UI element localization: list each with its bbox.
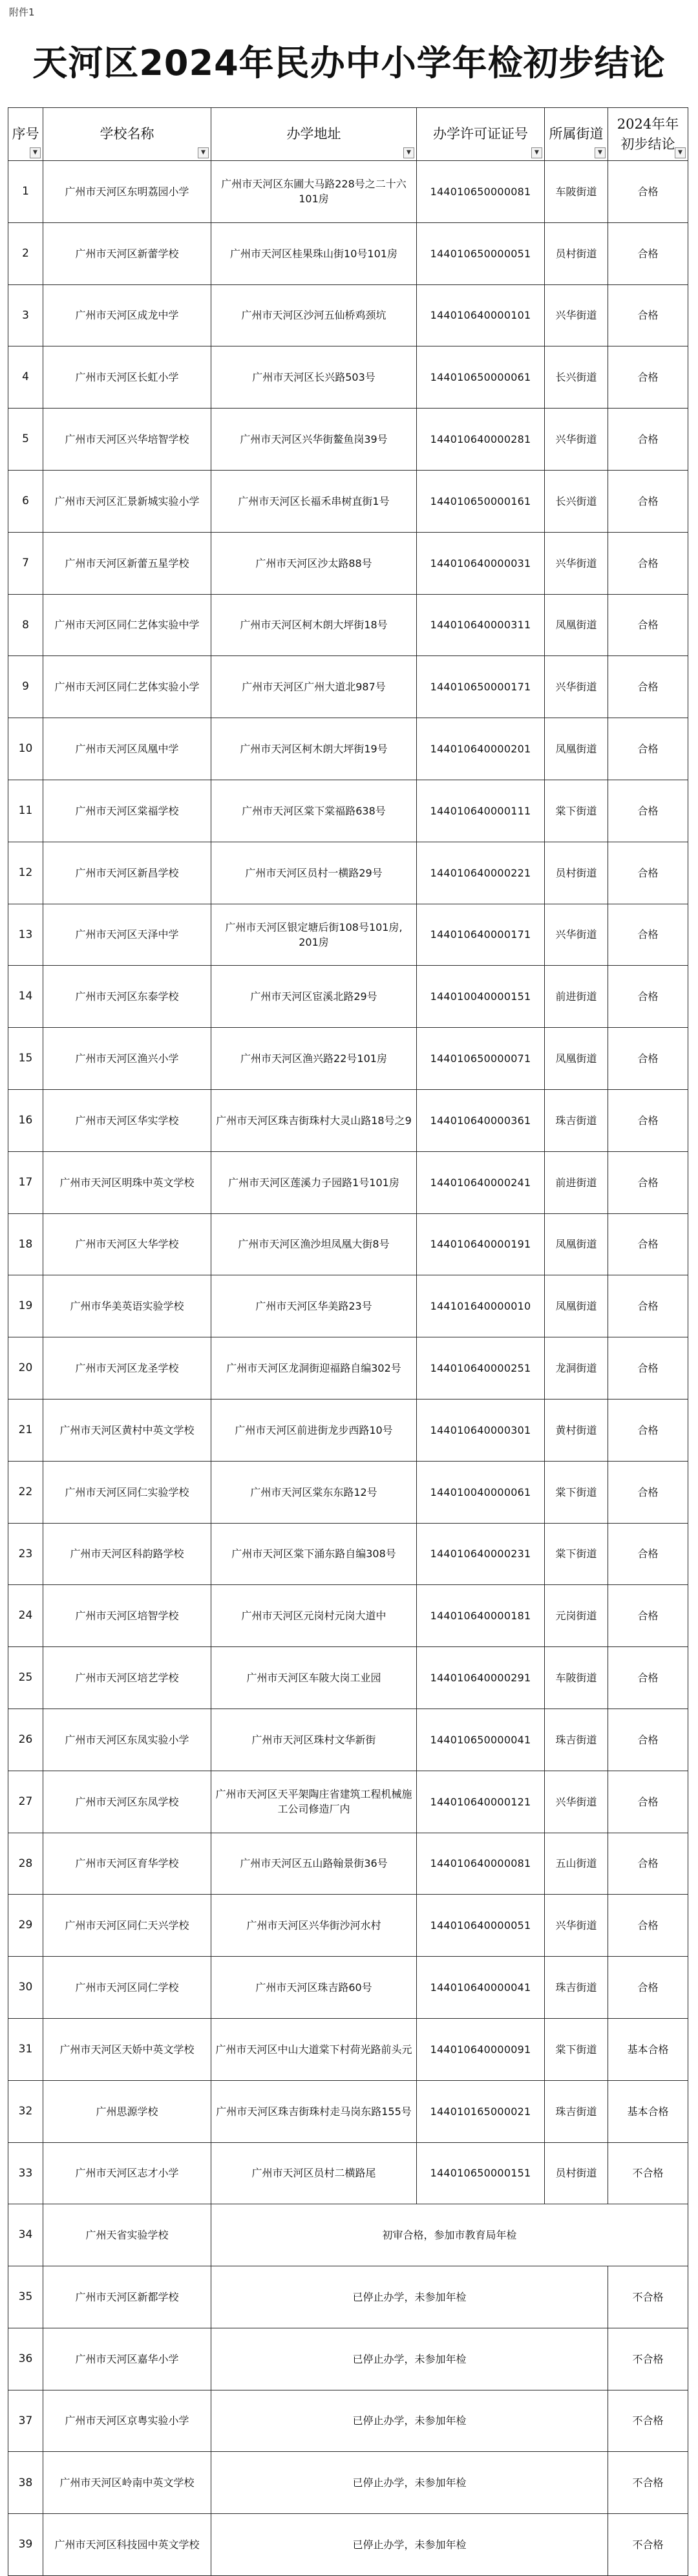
school-address: 广州市天河区兴华街鳌鱼岗39号 bbox=[211, 409, 417, 471]
header-name-label: 学校名称 bbox=[100, 126, 154, 142]
school-address: 广州市天河区中山大道棠下村荷光路前头元 bbox=[211, 2018, 417, 2080]
header-result[interactable] bbox=[608, 108, 688, 161]
row-index: 30 bbox=[8, 1957, 43, 2019]
school-name: 广州市天河区华实学校 bbox=[43, 1089, 211, 1151]
street: 兴华街道 bbox=[545, 1771, 608, 1833]
header-row bbox=[8, 108, 688, 161]
school-name: 广州市天河区凤凰中学 bbox=[43, 718, 211, 780]
table-row bbox=[8, 346, 688, 409]
school-address: 广州市天河区沙太路88号 bbox=[211, 532, 417, 594]
preliminary-result: 不合格 bbox=[608, 2514, 688, 2576]
preliminary-result: 合格 bbox=[608, 1089, 688, 1151]
street: 员村街道 bbox=[545, 222, 608, 284]
row-note: 初审合格，参加市教育局年检 bbox=[211, 2204, 688, 2266]
preliminary-result: 合格 bbox=[608, 1213, 688, 1275]
license-number: 144010640000081 bbox=[417, 1833, 545, 1895]
preliminary-result: 合格 bbox=[608, 1833, 688, 1895]
row-index: 25 bbox=[8, 1647, 43, 1709]
table-row bbox=[8, 2204, 688, 2266]
school-name: 广州市天河区天泽中学 bbox=[43, 904, 211, 966]
street: 棠下街道 bbox=[545, 1523, 608, 1585]
street: 黄村街道 bbox=[545, 1399, 608, 1461]
license-number: 144010650000061 bbox=[417, 346, 545, 409]
row-index: 31 bbox=[8, 2018, 43, 2080]
school-name: 广州市天河区新都学校 bbox=[43, 2266, 211, 2328]
street: 凤凰街道 bbox=[545, 1213, 608, 1275]
school-address: 广州市天河区广州大道北987号 bbox=[211, 656, 417, 718]
header-license[interactable] bbox=[417, 108, 545, 161]
preliminary-result: 合格 bbox=[608, 904, 688, 966]
header-index-label: 序号 bbox=[12, 126, 39, 142]
table-row bbox=[8, 2514, 688, 2576]
street: 凤凰街道 bbox=[545, 1028, 608, 1090]
license-number: 144010040000151 bbox=[417, 966, 545, 1028]
table-row bbox=[8, 842, 688, 904]
table-row bbox=[8, 284, 688, 346]
street: 珠吉街道 bbox=[545, 1708, 608, 1771]
table-row bbox=[8, 1523, 688, 1585]
preliminary-result: 不合格 bbox=[608, 2328, 688, 2390]
school-name: 广州市天河区科技园中英文学校 bbox=[43, 2514, 211, 2576]
license-number: 144010640000241 bbox=[417, 1151, 545, 1213]
table-row bbox=[8, 1833, 688, 1895]
preliminary-result: 合格 bbox=[608, 1708, 688, 1771]
school-name: 广州市天河区棠福学校 bbox=[43, 780, 211, 842]
preliminary-result: 合格 bbox=[608, 842, 688, 904]
header-street[interactable] bbox=[545, 108, 608, 161]
school-address: 广州市天河区棠东东路12号 bbox=[211, 1461, 417, 1523]
street: 前进街道 bbox=[545, 1151, 608, 1213]
table-row bbox=[8, 470, 688, 532]
row-index: 13 bbox=[8, 904, 43, 966]
table-body bbox=[8, 161, 688, 2576]
table-row bbox=[8, 409, 688, 471]
row-index: 17 bbox=[8, 1151, 43, 1213]
school-name: 广州市天河区岭南中英文学校 bbox=[43, 2452, 211, 2514]
license-number: 144010640000121 bbox=[417, 1771, 545, 1833]
license-number: 144010650000161 bbox=[417, 470, 545, 532]
table-row bbox=[8, 1461, 688, 1523]
filter-dropdown-icon[interactable]: ▼ bbox=[403, 147, 414, 158]
street: 车陂街道 bbox=[545, 1647, 608, 1709]
school-name: 广州市天河区同仁学校 bbox=[43, 1957, 211, 2019]
table-row bbox=[8, 718, 688, 780]
school-name: 广州市天河区大华学校 bbox=[43, 1213, 211, 1275]
license-number: 144010165000021 bbox=[417, 2080, 545, 2142]
filter-dropdown-icon[interactable]: ▼ bbox=[30, 147, 41, 158]
row-note: 已停止办学，未参加年检 bbox=[211, 2328, 608, 2390]
preliminary-result: 合格 bbox=[608, 284, 688, 346]
preliminary-result: 合格 bbox=[608, 532, 688, 594]
school-name: 广州市天河区天娇中英文学校 bbox=[43, 2018, 211, 2080]
filter-dropdown-icon[interactable]: ▼ bbox=[595, 147, 606, 158]
row-index: 22 bbox=[8, 1461, 43, 1523]
row-index: 35 bbox=[8, 2266, 43, 2328]
license-number: 144010640000051 bbox=[417, 1895, 545, 1957]
school-address: 广州市天河区员村二横路尾 bbox=[211, 2142, 417, 2204]
street: 棠下街道 bbox=[545, 2018, 608, 2080]
table-row bbox=[8, 1151, 688, 1213]
row-index: 18 bbox=[8, 1213, 43, 1275]
row-index: 26 bbox=[8, 1708, 43, 1771]
table-row bbox=[8, 532, 688, 594]
preliminary-result: 合格 bbox=[608, 718, 688, 780]
preliminary-result: 不合格 bbox=[608, 2390, 688, 2452]
table-row bbox=[8, 2452, 688, 2514]
preliminary-result: 合格 bbox=[608, 1957, 688, 2019]
row-index: 37 bbox=[8, 2390, 43, 2452]
row-index: 24 bbox=[8, 1585, 43, 1647]
school-address: 广州市天河区华美路23号 bbox=[211, 1275, 417, 1337]
school-name: 广州市天河区东凤学校 bbox=[43, 1771, 211, 1833]
license-number: 144010640000291 bbox=[417, 1647, 545, 1709]
row-index: 36 bbox=[8, 2328, 43, 2390]
street: 员村街道 bbox=[545, 842, 608, 904]
license-number: 144010640000231 bbox=[417, 1523, 545, 1585]
table-row bbox=[8, 2142, 688, 2204]
table-row bbox=[8, 161, 688, 223]
preliminary-result: 基本合格 bbox=[608, 2018, 688, 2080]
license-number: 144010640000041 bbox=[417, 1957, 545, 2019]
row-index: 9 bbox=[8, 656, 43, 718]
street: 龙洞街道 bbox=[545, 1337, 608, 1400]
row-index: 19 bbox=[8, 1275, 43, 1337]
school-name: 广州天省实验学校 bbox=[43, 2204, 211, 2266]
street: 珠吉街道 bbox=[545, 2080, 608, 2142]
school-address: 广州市天河区龙洞街迎福路自编302号 bbox=[211, 1337, 417, 1400]
street: 兴华街道 bbox=[545, 409, 608, 471]
license-number: 144010640000101 bbox=[417, 284, 545, 346]
table-row bbox=[8, 2266, 688, 2328]
row-index: 20 bbox=[8, 1337, 43, 1400]
school-name: 广州市天河区同仁实验学校 bbox=[43, 1461, 211, 1523]
row-index: 6 bbox=[8, 470, 43, 532]
filter-dropdown-icon[interactable]: ▼ bbox=[675, 147, 686, 158]
school-address: 广州市天河区珠吉街珠村大灵山路18号之9 bbox=[211, 1089, 417, 1151]
preliminary-result: 合格 bbox=[608, 161, 688, 223]
preliminary-result: 不合格 bbox=[608, 2266, 688, 2328]
school-address: 广州市天河区长福禾串树直街1号 bbox=[211, 470, 417, 532]
street: 长兴街道 bbox=[545, 346, 608, 409]
table-row bbox=[8, 904, 688, 966]
school-address: 广州市天河区东圃大马路228号之二十六101房 bbox=[211, 161, 417, 223]
license-number: 144010640000311 bbox=[417, 594, 545, 656]
street: 兴华街道 bbox=[545, 284, 608, 346]
license-number: 144010640000301 bbox=[417, 1399, 545, 1461]
school-address: 广州市天河区银定塘后街108号101房, 201房 bbox=[211, 904, 417, 966]
school-name: 广州市天河区同仁艺体实验小学 bbox=[43, 656, 211, 718]
school-address: 广州市天河区渔兴路22号101房 bbox=[211, 1028, 417, 1090]
license-number: 144010640000281 bbox=[417, 409, 545, 471]
school-address: 广州市天河区桂果珠山街10号101房 bbox=[211, 222, 417, 284]
row-index: 38 bbox=[8, 2452, 43, 2514]
preliminary-result: 不合格 bbox=[608, 2142, 688, 2204]
row-index: 7 bbox=[8, 532, 43, 594]
license-number: 144010640000201 bbox=[417, 718, 545, 780]
table-row bbox=[8, 1399, 688, 1461]
license-number: 144010650000151 bbox=[417, 2142, 545, 2204]
row-index: 32 bbox=[8, 2080, 43, 2142]
row-index: 27 bbox=[8, 1771, 43, 1833]
school-address: 广州市天河区宦溪北路29号 bbox=[211, 966, 417, 1028]
street: 前进街道 bbox=[545, 966, 608, 1028]
license-number: 144010040000061 bbox=[417, 1461, 545, 1523]
street: 凤凰街道 bbox=[545, 1275, 608, 1337]
table-row bbox=[8, 222, 688, 284]
preliminary-result: 合格 bbox=[608, 470, 688, 532]
school-address: 广州市天河区天平架陶庄省建筑工程机械施工公司修造厂内 bbox=[211, 1771, 417, 1833]
school-name: 广州市天河区东凤实验小学 bbox=[43, 1708, 211, 1771]
street: 元岗街道 bbox=[545, 1585, 608, 1647]
row-index: 10 bbox=[8, 718, 43, 780]
street: 长兴街道 bbox=[545, 470, 608, 532]
license-number: 144010650000081 bbox=[417, 161, 545, 223]
license-number: 144010640000171 bbox=[417, 904, 545, 966]
license-number: 144010640000191 bbox=[417, 1213, 545, 1275]
header-address[interactable] bbox=[211, 108, 417, 161]
header-index[interactable] bbox=[8, 108, 43, 161]
school-address: 广州市天河区渔沙坦凤凰大街8号 bbox=[211, 1213, 417, 1275]
table-row bbox=[8, 2328, 688, 2390]
row-index: 29 bbox=[8, 1895, 43, 1957]
header-name[interactable] bbox=[43, 108, 211, 161]
preliminary-result: 合格 bbox=[608, 1771, 688, 1833]
license-number: 144010650000041 bbox=[417, 1708, 545, 1771]
street: 兴华街道 bbox=[545, 532, 608, 594]
license-number: 144010640000221 bbox=[417, 842, 545, 904]
row-index: 14 bbox=[8, 966, 43, 1028]
row-index: 1 bbox=[8, 161, 43, 223]
preliminary-result: 合格 bbox=[608, 1275, 688, 1337]
license-number: 144010640000251 bbox=[417, 1337, 545, 1400]
school-name: 广州市天河区成龙中学 bbox=[43, 284, 211, 346]
table-row bbox=[8, 1089, 688, 1151]
results-table bbox=[8, 107, 688, 2576]
row-index: 33 bbox=[8, 2142, 43, 2204]
row-index: 15 bbox=[8, 1028, 43, 1090]
street: 棠下街道 bbox=[545, 780, 608, 842]
table-row bbox=[8, 1337, 688, 1400]
license-number: 144010650000051 bbox=[417, 222, 545, 284]
school-name: 广州市华美英语实验学校 bbox=[43, 1275, 211, 1337]
row-index: 4 bbox=[8, 346, 43, 409]
school-address: 广州市天河区珠吉街珠村走马岗东路155号 bbox=[211, 2080, 417, 2142]
row-note: 已停止办学，未参加年检 bbox=[211, 2266, 608, 2328]
preliminary-result: 合格 bbox=[608, 1461, 688, 1523]
table-row bbox=[8, 1213, 688, 1275]
row-index: 8 bbox=[8, 594, 43, 656]
row-note: 已停止办学，未参加年检 bbox=[211, 2514, 608, 2576]
school-name: 广州市天河区长虹小学 bbox=[43, 346, 211, 409]
header-address-label: 办学地址 bbox=[286, 126, 341, 142]
school-name: 广州市天河区渔兴小学 bbox=[43, 1028, 211, 1090]
school-name: 广州市天河区东明荔园小学 bbox=[43, 161, 211, 223]
row-index: 21 bbox=[8, 1399, 43, 1461]
street: 凤凰街道 bbox=[545, 718, 608, 780]
table-row bbox=[8, 1957, 688, 2019]
row-note: 已停止办学，未参加年检 bbox=[211, 2390, 608, 2452]
street: 珠吉街道 bbox=[545, 1957, 608, 2019]
license-number: 144010650000171 bbox=[417, 656, 545, 718]
table-row bbox=[8, 594, 688, 656]
school-name: 广州市天河区明珠中英文学校 bbox=[43, 1151, 211, 1213]
table-row bbox=[8, 1895, 688, 1957]
school-name: 广州市天河区京粤实验小学 bbox=[43, 2390, 211, 2452]
attachment-label: 附件1 bbox=[9, 6, 35, 18]
license-number: 144010640000111 bbox=[417, 780, 545, 842]
school-name: 广州市天河区培艺学校 bbox=[43, 1647, 211, 1709]
row-index: 23 bbox=[8, 1523, 43, 1585]
filter-dropdown-icon[interactable]: ▼ bbox=[531, 147, 542, 158]
school-name: 广州市天河区同仁艺体实验中学 bbox=[43, 594, 211, 656]
school-name: 广州市天河区同仁天兴学校 bbox=[43, 1895, 211, 1957]
school-address: 广州市天河区棠下涌东路自编308号 bbox=[211, 1523, 417, 1585]
school-address: 广州市天河区沙河五仙桥鸡颈坑 bbox=[211, 284, 417, 346]
row-index: 39 bbox=[8, 2514, 43, 2576]
preliminary-result: 合格 bbox=[608, 1895, 688, 1957]
license-number: 144010640000361 bbox=[417, 1089, 545, 1151]
table-row bbox=[8, 1585, 688, 1647]
street: 棠下街道 bbox=[545, 1461, 608, 1523]
page-title: 天河区2024年民办中小学年检初步结论 bbox=[32, 43, 666, 83]
preliminary-result: 合格 bbox=[608, 1399, 688, 1461]
school-name: 广州市天河区汇景新城实验小学 bbox=[43, 470, 211, 532]
school-address: 广州市天河区前进街龙步西路10号 bbox=[211, 1399, 417, 1461]
school-name: 广州思源学校 bbox=[43, 2080, 211, 2142]
school-address: 广州市天河区珠村文华新街 bbox=[211, 1708, 417, 1771]
preliminary-result: 合格 bbox=[608, 1151, 688, 1213]
school-name: 广州市天河区东泰学校 bbox=[43, 966, 211, 1028]
license-number: 144010640000091 bbox=[417, 2018, 545, 2080]
table-row bbox=[8, 1708, 688, 1771]
table-row bbox=[8, 656, 688, 718]
school-address: 广州市天河区棠下棠福路638号 bbox=[211, 780, 417, 842]
license-number: 144010640000181 bbox=[417, 1585, 545, 1647]
preliminary-result: 合格 bbox=[608, 1585, 688, 1647]
preliminary-result: 合格 bbox=[608, 1028, 688, 1090]
preliminary-result: 合格 bbox=[608, 346, 688, 409]
street: 车陂街道 bbox=[545, 161, 608, 223]
school-address: 广州市天河区莲溪力子园路1号101房 bbox=[211, 1151, 417, 1213]
school-address: 广州市天河区长兴路503号 bbox=[211, 346, 417, 409]
school-address: 广州市天河区员村一横路29号 bbox=[211, 842, 417, 904]
row-note: 已停止办学，未参加年检 bbox=[211, 2452, 608, 2514]
preliminary-result: 合格 bbox=[608, 966, 688, 1028]
school-address: 广州市天河区五山路翰景街36号 bbox=[211, 1833, 417, 1895]
school-name: 广州市天河区黄村中英文学校 bbox=[43, 1399, 211, 1461]
school-name: 广州市天河区兴华培智学校 bbox=[43, 409, 211, 471]
table-row bbox=[8, 2080, 688, 2142]
row-index: 11 bbox=[8, 780, 43, 842]
preliminary-result: 合格 bbox=[608, 1337, 688, 1400]
filter-dropdown-icon[interactable]: ▼ bbox=[198, 147, 209, 158]
header-result-label: 2024年年初步结论 bbox=[617, 116, 679, 152]
preliminary-result: 合格 bbox=[608, 656, 688, 718]
school-name: 广州市天河区新昌学校 bbox=[43, 842, 211, 904]
school-address: 广州市天河区柯木朗大坪街18号 bbox=[211, 594, 417, 656]
school-address: 广州市天河区柯木朗大坪街19号 bbox=[211, 718, 417, 780]
table-row bbox=[8, 1028, 688, 1090]
row-index: 5 bbox=[8, 409, 43, 471]
row-index: 12 bbox=[8, 842, 43, 904]
license-number: 144010640000031 bbox=[417, 532, 545, 594]
school-address: 广州市天河区珠吉路60号 bbox=[211, 1957, 417, 2019]
street: 员村街道 bbox=[545, 2142, 608, 2204]
header-street-label: 所属街道 bbox=[549, 126, 604, 142]
school-address: 广州市天河区车陂大岗工业园 bbox=[211, 1647, 417, 1709]
preliminary-result: 合格 bbox=[608, 1523, 688, 1585]
table-row bbox=[8, 1771, 688, 1833]
street: 兴华街道 bbox=[545, 1895, 608, 1957]
row-index: 16 bbox=[8, 1089, 43, 1151]
row-index: 34 bbox=[8, 2204, 43, 2266]
school-name: 广州市天河区科韵路学校 bbox=[43, 1523, 211, 1585]
row-index: 28 bbox=[8, 1833, 43, 1895]
school-name: 广州市天河区志才小学 bbox=[43, 2142, 211, 2204]
table-row bbox=[8, 966, 688, 1028]
preliminary-result: 合格 bbox=[608, 594, 688, 656]
street: 五山街道 bbox=[545, 1833, 608, 1895]
table-row bbox=[8, 1275, 688, 1337]
preliminary-result: 合格 bbox=[608, 780, 688, 842]
license-number: 144101640000010 bbox=[417, 1275, 545, 1337]
table-row bbox=[8, 2018, 688, 2080]
school-name: 广州市天河区龙圣学校 bbox=[43, 1337, 211, 1400]
preliminary-result: 基本合格 bbox=[608, 2080, 688, 2142]
row-index: 2 bbox=[8, 222, 43, 284]
school-address: 广州市天河区元岗村元岗大道中 bbox=[211, 1585, 417, 1647]
table-row bbox=[8, 780, 688, 842]
school-name: 广州市天河区育华学校 bbox=[43, 1833, 211, 1895]
school-name: 广州市天河区新蕾学校 bbox=[43, 222, 211, 284]
row-index: 3 bbox=[8, 284, 43, 346]
school-address: 广州市天河区兴华街沙河水村 bbox=[211, 1895, 417, 1957]
street: 兴华街道 bbox=[545, 656, 608, 718]
school-name: 广州市天河区培智学校 bbox=[43, 1585, 211, 1647]
street: 兴华街道 bbox=[545, 904, 608, 966]
license-number: 144010650000071 bbox=[417, 1028, 545, 1090]
preliminary-result: 合格 bbox=[608, 222, 688, 284]
header-license-label: 办学许可证证号 bbox=[433, 126, 528, 142]
table-row bbox=[8, 2390, 688, 2452]
table-row bbox=[8, 1647, 688, 1709]
school-name: 广州市天河区嘉华小学 bbox=[43, 2328, 211, 2390]
school-name: 广州市天河区新蕾五星学校 bbox=[43, 532, 211, 594]
preliminary-result: 合格 bbox=[608, 409, 688, 471]
preliminary-result: 不合格 bbox=[608, 2452, 688, 2514]
street: 珠吉街道 bbox=[545, 1089, 608, 1151]
street: 凤凰街道 bbox=[545, 594, 608, 656]
preliminary-result: 合格 bbox=[608, 1647, 688, 1709]
